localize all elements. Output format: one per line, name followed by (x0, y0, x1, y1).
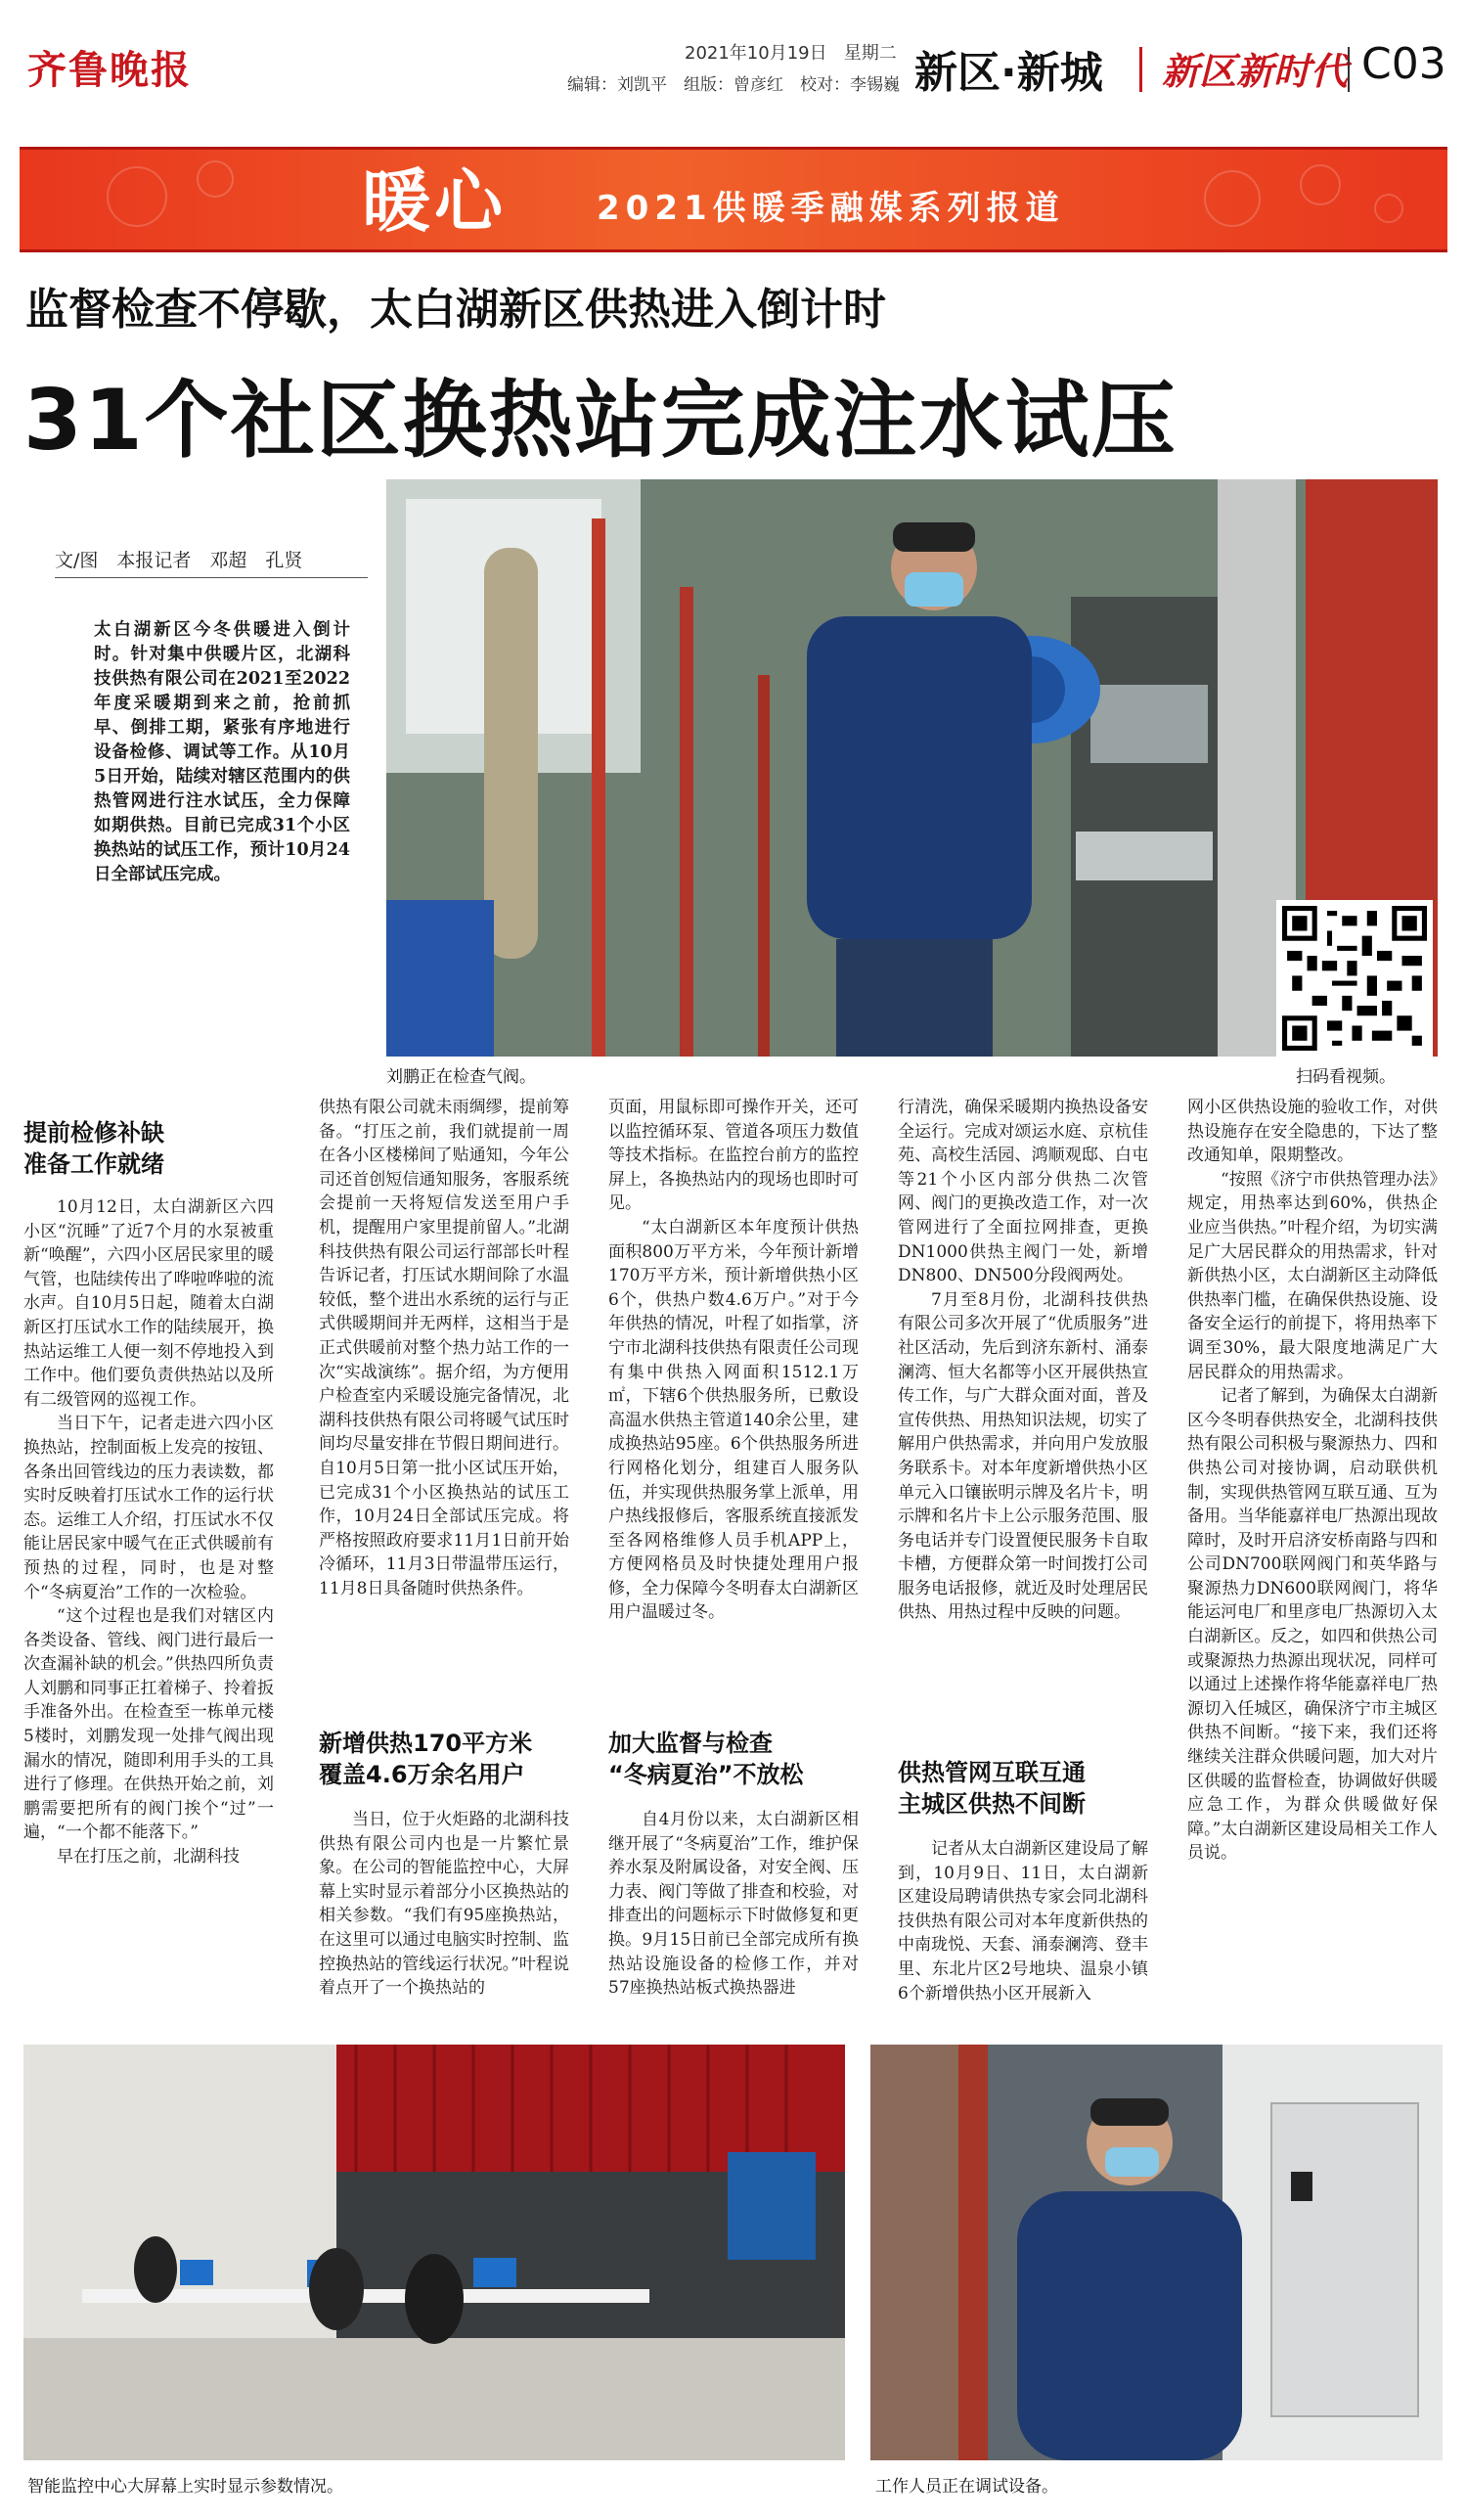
paragraph: 早在打压之前，北湖科技 (57, 1847, 240, 1868)
weekday-text: 星期二 (843, 43, 897, 64)
paragraph: 行清洗，确保采暖期内换热设备安全运行。完成对颂运水庭、京杭佳苑、高校生活园、鸿顺观邸、白屯等21个小区内部分供热二次管网、阀门的更换改造工作，对一次管网进行了全面拉网排查，更换DN1000供热主阀门一处，新增DN800、DN500分段阀两处。 (898, 1098, 1148, 1286)
paragraph: 自4月份以来，太白湖新区相继开展了“冬病夏治”工作，维护保养水泵及附属设备，对安全阀、压力表、阀门等做了排查和校验，对排查出的问题标示下时做修复和更换。9月15日前已全部完成所有换热站设施设备的检修工作，并对57座换热站板式换热器进 (608, 1810, 859, 1999)
issue-date (685, 39, 897, 65)
date-text: 2021年10月19日 (685, 43, 827, 64)
byline-rule (55, 577, 368, 578)
paragraph: 页面，用鼠标即可操作开关，还可以监控循环泵、管道各项压力数值等技术指标。在监控台前方的监控屏上，各换热站内的现场也即时可见。 (608, 1098, 859, 1214)
page-number: C03 (1361, 39, 1446, 89)
photo-caption-b2: 工作人员正在调试设备。 (875, 2477, 1058, 2497)
qr-code-icon (1282, 906, 1427, 1051)
article-column-2b (319, 1808, 569, 2001)
paragraph: “这个过程也是我们对辖区内各类设备、管线、阀门进行最后一次查漏补缺的机会。”供热四所负责人刘鹏和同事正扛着梯子、拎着扳手准备外出。在检查至一栋单元楼5楼时，刘鹏发现一处排气阀出现漏水的情况，随即利用手头的工具进行了修理。在供热开始之前，刘鹏需要把所有的阀门挨个“过”一遍，“一个都不能落下。” (23, 1606, 274, 1843)
banner-subtitle: 2021供暖季融媒系列报道 (597, 189, 1065, 228)
main-photo-caption: 刘鹏正在检查气阀。 (386, 1067, 536, 1087)
control-center-photo (23, 2045, 845, 2460)
article-column-4b (898, 1837, 1148, 2005)
qr-code[interactable] (1276, 900, 1433, 1057)
article-column-3b (608, 1808, 859, 2001)
article-lede: 太白湖新区今冬供暖进入倒计时。针对集中供暖片区，北湖科技供热有限公司在2021至2022年度采暖期到来之前，抢前抓早、倒排工期，紧张有序地进行设备检修、调试等工作。从10月5日开始，陆续对辖区范围内的供热管网进行注水试压，全力保障如期供热。目前已完成31个小区换热站的试压工作，预计10月24日全部试压完成。 (94, 620, 350, 884)
section-title: 新区·新城 (914, 48, 1103, 98)
article-column-2a (319, 1096, 569, 1600)
article-column-1 (23, 1195, 274, 1869)
paper-logo: 齐鲁晚报 (27, 47, 192, 93)
masthead-divider (1139, 47, 1142, 92)
equipment-illustration (870, 2045, 1443, 2460)
editor-credits: 编辑：刘凯平 组版：曾彦红 校对：李锡巍 (567, 75, 900, 95)
paragraph: 网小区供热设施的验收工作，对供热设施存在安全隐患的，下达了整改通知单，限期整改。 (1187, 1098, 1438, 1166)
equipment-photo (870, 2045, 1443, 2460)
subhead-4: 供热管网互联互通 主城区供热不间断 (898, 1759, 1086, 1818)
section-brand: 新区新时代 (1162, 49, 1349, 93)
paragraph: “按照《济宁市供热管理办法》规定，用热率达到60%，供热企业应当供热。”叶程介绍，为切实满足广大居民群众的用热需求，针对新供热小区，太白湖新区主动降低供热率门槛，在确保供热设施、设备安全运行的前提下，将用热率下调至30%，最大限度地满足广大居民群众的用热需求。 (1187, 1169, 1438, 1382)
subhead-3: 加大监督与检查 “冬病夏治”不放松 (608, 1730, 804, 1788)
masthead-divider (1348, 47, 1350, 92)
paragraph: 供热有限公司就未雨绸缪，提前筹备。“打压之前，我们就提前一周在各小区楼梯间了贴通知，今年公司还首创短信通知服务，客服系统会提前一天将短信发送至用户手机，提醒用户家里提前留人。”北湖科技供热有限公司运行部部长叶程告诉记者，打压试水期间除了水温较低，整个进出水系统的运行与正式供暖期间并无两样，这相当于是正式供暖前对整个热力站工作的一次“实战演练”。据介绍，为方便用户检查室内采暖设施完备情况，北湖科技供热有限公司将暖气试压时间均尽量安排在节假日期间进行。自10月5日第一批小区试压开始，已完成31个小区换热站的试压工作，10月24日全部试压完成。将严格按照政府要求11月1日前开始冷循环，11月3日带温带压运行，11月8日具备随时供热条件。 (319, 1098, 569, 1598)
paragraph: 当日下午，记者走进六四小区换热站，控制面板上发亮的按钮、各条出回管线边的压力表读数，都实时反映着打压试水工作的运行状态。运维工人介绍，打压试水不仅能让居民家中暖气在正式供暖前有预热的过程，同时，也是对整个“冬病夏治”工作的一次检验。 (23, 1414, 274, 1602)
article-byline: 文/图 本报记者 邓超 孔贤 (55, 550, 303, 571)
qr-caption: 扫码看视频。 (1296, 1067, 1396, 1087)
photo-caption-b1: 智能监控中心大屏幕上实时显示参数情况。 (27, 2477, 343, 2497)
control-center-illustration (23, 2045, 845, 2460)
article-column-3a (608, 1096, 859, 1625)
paragraph: “太白湖新区本年度预计供热面积800万平方米，今年预计新增170万平方米，预计新增供热小区6个，供热户数4.6万户。”对于今年供热的情况，叶程了如指掌，济宁市北湖科技供热有限责任公司现有集中供热入网面积1512.1万㎡，下辖6个供热服务所，已敷设高温水供热主管道140余公里，建成换热站95座。6个供热服务所进行网格化划分，组建百人服务队伍，并实现供热服务掌上派单，用户热线报修后，客服系统直接派发至各网格维修人员手机APP上，方便网格员及时快捷处理用户报修，全力保障今冬明春太白湖新区用户温暖过冬。 (608, 1217, 859, 1623)
paragraph: 10月12日，太白湖新区六四小区“沉睡”了近7个月的水泵被重新“唤醒”，六四小区居民家里的暖气管，也陆续传出了哗啦哗啦的流水声。自10月5日起，随着太白湖新区打压试水工作的陆续展开，换热站运维工人便一刻不停地投入到工作中。他们要负责供热站以及所有二级管网的巡视工作。 (23, 1197, 274, 1410)
subhead-1: 提前检修补缺 准备工作就绪 (23, 1119, 164, 1178)
article-column-5 (1187, 1096, 1438, 1866)
paragraph: 记者从太白湖新区建设局了解到，10月9日、11日，太白湖新区建设局聘请供热专家会同北湖科技供热有限公司对本年度新供热的中南珑悦、天套、涌泰澜湾、登丰里、东北片区2号地块、温泉小镇6个新增供热小区开展新入 (898, 1839, 1148, 2003)
subhead-2: 新增供热170平方米 覆盖4.6万余名用户 (319, 1730, 533, 1788)
paragraph: 记者了解到，为确保太白湖新区今冬明春供热安全，北湖科技供热有限公司积极与聚源热力、四和供热公司对接协调，启动联供机制，实现供热管网互联互通、互为备用。当华能嘉祥电厂热源出现故障时，及时开启济安桥南路与四和公司DN700联网阀门和英华路与聚源热力DN600联网阀门，将华能运河电厂和里彦电厂热源切入太白湖新区。反之，如四和供热公司或聚源热力热源出现状况，同样可以通过上述操作将华能嘉祥电厂热源切入任城区，确保济宁市主城区供热不间断。“接下来，我们还将继续关注群众供暖问题，加大对片区供暖的监督检查，协调做好供暖应急工作，为群众供暖做好保障。”太白湖新区建设局相关工作人员说。 (1187, 1386, 1438, 1864)
paragraph: 当日，位于火炬路的北湖科技供热有限公司内也是一片繁忙景象。在公司的智能监控中心，大屏幕上实时显示着部分小区换热站的相关参数。“我们有95座换热站，在这里可以通过电脑实时控制、监控换热站的管线运行状况。”叶程说着点开了一个换热站的 (319, 1810, 569, 1999)
article-headline: 31个社区换热站完成注水试压 (23, 372, 1178, 470)
paragraph: 7月至8月份，北湖科技供热有限公司多次开展了“优质服务”进社区活动，先后到济东新村、涌泰澜湾、恒大名都等小区开展供热宣传工作，与广大群众面对面，普及宣传供热、用热知识法规，切实了解用户供热需求，并向用户发放服务联系卡。对本年度新增供热小区单元入口镶嵌明示牌及名片卡，明示牌和名片卡上公示服务范围、服务电话并专门设置便民服务卡自取卡槽，方便群众第一时间拨打公司服务电话报修，就近及时处理居民供热、用热过程中反映的问题。 (898, 1289, 1148, 1623)
article-column-4a (898, 1096, 1148, 1625)
article-kicker: 监督检查不停歇，太白湖新区供热进入倒计时 (25, 285, 886, 335)
banner-title: 暖心 (362, 160, 507, 242)
